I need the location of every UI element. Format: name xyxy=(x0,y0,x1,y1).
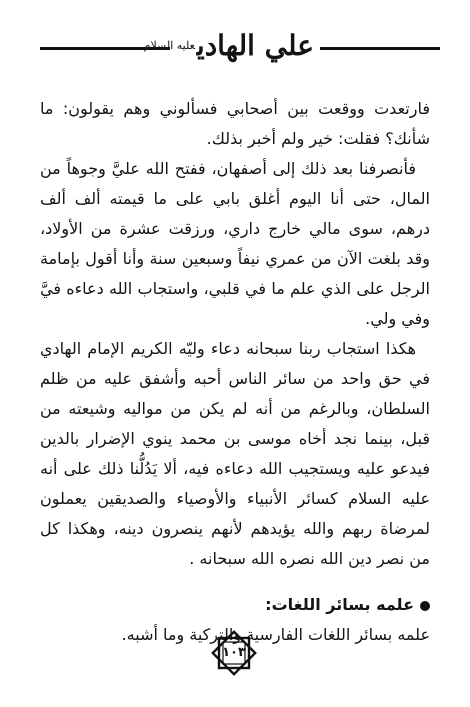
header-title-text: علي الهادي xyxy=(196,29,314,62)
paragraph: فأنصرفنا بعد ذلك إلى أصفهان، ففتح الله عليَّ وجوهاً من المال، حتى أنا اليوم أغلق بابي على ما قيمته ألف ألف درهم، سوى مالي خارج داري، ورزقت عشرة من الأولاد، وقد بلغت الآن من عمري نيفاً وسبعين سنة وأنا أقول بإمامة الرجل على الذي علم ما في قلبي، واستجاب الله دعاءه فيَّ وفي ولي. xyxy=(40,159,430,328)
header-rule-right xyxy=(320,47,440,50)
section-heading xyxy=(40,590,430,620)
paragraph: فارتعدت ووقعت بين أصحابي فسألوني وهم يقولون: ما شأنك؟ فقلت: خير ولم أخبر بذلك. xyxy=(40,99,430,148)
header-honorific: عليه السلام xyxy=(143,39,195,52)
page-body xyxy=(40,94,430,650)
paragraph: هكذا استجاب ربنا سبحانه دعاء وليّه الكريم الإمام الهادي في حق واحد من سائر الناس أحبه وأشفق عليه من ظلم السلطان، وبالرغم من أنه لم يكن من مواليه وشيعته من قبل، بينما نجد أخاه موسى بن محمد ينوي الإضرار بالدين فيدعو عليه ويستجيب الله دعاءه فيه، ألا يَدُلُّنا ذلك على أنه عليه السلام كسائر الأنبياء والأوصياء والصديقين يعملون لمرضاة ربهم والله يؤيدهم لأنهم ينصرون دينه، وهكذا كل من نصر دين الله نصره الله سبحانه . xyxy=(40,339,430,568)
section-paragraph: علمه بسائر اللغات الفارسية والتركية وما أشبه. xyxy=(121,625,430,644)
bullet-icon xyxy=(420,601,430,611)
header-title xyxy=(143,24,314,68)
page-number-ornament xyxy=(210,629,258,677)
section-heading-text: علمه بسائر اللغات: xyxy=(265,595,414,614)
page-number: ١٠٣ xyxy=(222,645,246,660)
page-header xyxy=(40,22,440,72)
